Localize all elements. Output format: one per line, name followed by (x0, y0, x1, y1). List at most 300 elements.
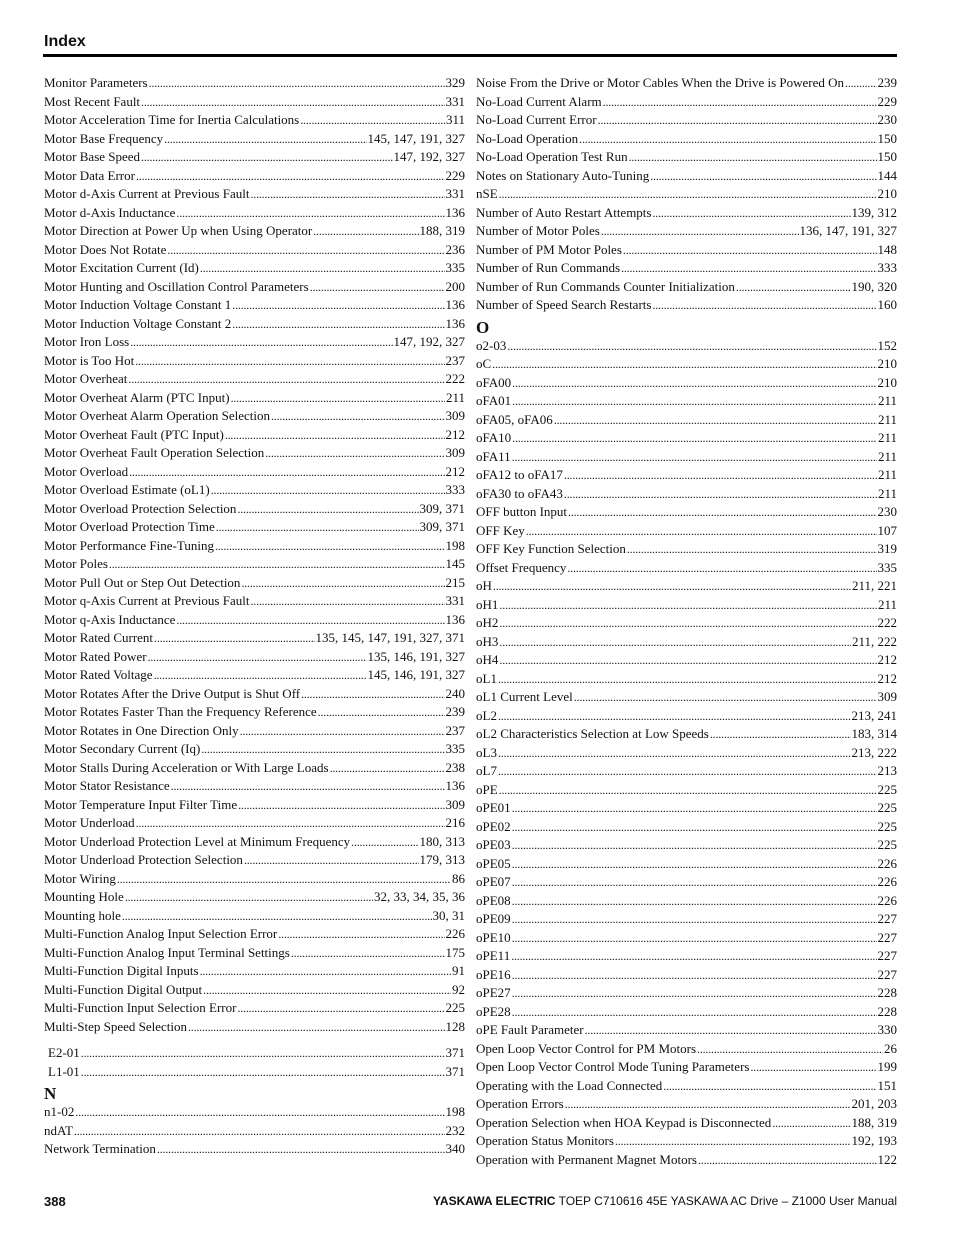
dot-leader (81, 1063, 445, 1082)
index-term: oPE11 (476, 948, 511, 963)
index-entry (44, 259, 465, 278)
index-term: Multi-Function Input Selection Error (44, 1000, 237, 1015)
index-entry (44, 814, 465, 833)
dot-leader (200, 962, 451, 981)
index-entry (476, 966, 897, 985)
dot-leader (493, 577, 851, 596)
dot-leader (135, 352, 444, 371)
index-entry (44, 1103, 465, 1122)
index-entry (44, 296, 465, 315)
index-column-left (44, 74, 465, 1159)
index-term: Operation Errors (476, 1096, 564, 1111)
index-term: Multi-Function Digital Output (44, 981, 203, 997)
index-pages: 151 (877, 1077, 897, 1093)
dot-leader (598, 111, 877, 130)
index-term: Motor q-Axis Inductance (44, 611, 176, 627)
dot-leader (710, 725, 851, 744)
dot-leader (117, 870, 451, 889)
index-pages: 225 (877, 837, 897, 852)
index-pages: 212 (877, 652, 897, 667)
index-term: Motor Does Not Rotate (44, 241, 167, 257)
index-pages: 190, 320 (851, 278, 897, 294)
index-pages: 160 (877, 297, 897, 312)
index-pages: 150 (877, 130, 897, 146)
dot-leader (512, 855, 877, 874)
dot-leader (216, 518, 419, 537)
index-entry (476, 111, 897, 130)
dot-leader (271, 407, 445, 426)
dot-leader (512, 1003, 877, 1022)
index-term: oPE16 (476, 966, 511, 982)
index-entry (476, 873, 897, 892)
index-entry (476, 93, 897, 112)
index-pages: 228 (877, 985, 897, 1000)
index-pages: 239 (445, 704, 465, 719)
index-term: Motor Overheat Fault Operation Selection (44, 445, 265, 460)
index-pages: 222 (445, 371, 465, 386)
index-term: Motor Temperature Input Filter Time (44, 796, 238, 812)
index-entry (476, 1114, 897, 1133)
index-entry (44, 574, 465, 593)
section-letter: N (44, 1084, 57, 1103)
index-term: Number of Motor Poles (476, 223, 600, 238)
index-entry (44, 370, 465, 389)
dot-leader (512, 374, 876, 393)
dot-leader (511, 947, 876, 966)
index-term: Motor Underload Protection Level at Minimum Frequency (44, 833, 351, 849)
index-term: oH1 (476, 596, 499, 612)
index-entry (476, 241, 897, 260)
index-pages: 213, 241 (851, 707, 897, 723)
dot-leader (736, 278, 851, 297)
index-term: oC (476, 356, 492, 371)
index-pages: 144 (877, 167, 897, 183)
dot-leader (237, 999, 444, 1018)
index-entry (476, 185, 897, 204)
index-pages: 86 (452, 870, 465, 886)
dot-leader (232, 296, 444, 315)
dot-leader (291, 944, 445, 963)
index-entry (476, 929, 897, 948)
index-pages: 147, 192, 327 (393, 149, 465, 164)
dot-leader (240, 722, 445, 741)
index-entry (44, 444, 465, 463)
index-pages: 139, 312 (851, 204, 897, 220)
index-pages: 371 (445, 1063, 465, 1079)
index-entry (44, 426, 465, 445)
index-entry (476, 503, 897, 522)
index-pages: 211, 222 (851, 633, 897, 649)
index-term: Motor Overload Protection Time (44, 519, 215, 534)
index-entry (476, 1040, 897, 1059)
index-pages: 212 (445, 463, 465, 479)
dot-leader (615, 1132, 851, 1151)
index-pages: 145, 147, 191, 327 (367, 130, 465, 146)
dot-leader (237, 500, 418, 519)
index-entry (44, 833, 465, 852)
dot-leader (512, 892, 877, 911)
index-term: Motor Stator Resistance (44, 778, 170, 793)
index-entry (476, 337, 897, 356)
index-pages: 128 (445, 1018, 465, 1034)
index-pages: 215 (445, 574, 465, 590)
index-term: Operating with the Load Connected (476, 1077, 663, 1093)
index-pages: 213 (877, 763, 897, 778)
index-entry (476, 429, 897, 448)
index-term: L1-01 (48, 1063, 80, 1079)
dot-leader (512, 966, 877, 985)
index-pages: 26 (884, 1040, 897, 1056)
index-term: Offset Frequency (476, 559, 567, 575)
index-term: oPE09 (476, 911, 511, 926)
dot-leader (211, 481, 445, 500)
dot-leader (663, 1077, 876, 1096)
index-entry (44, 611, 465, 630)
index-pages: 226 (877, 874, 897, 889)
index-entry (476, 1151, 897, 1170)
index-term: Motor Hunting and Oscillation Control Parameters (44, 278, 309, 294)
index-term: oPE Fault Parameter (476, 1022, 584, 1037)
index-entry (44, 130, 465, 149)
index-pages: 239 (877, 75, 897, 90)
index-pages: 213, 222 (851, 744, 897, 760)
dot-leader (238, 796, 444, 815)
dot-leader (203, 981, 451, 1000)
dot-leader (498, 670, 877, 689)
index-term: Motor Poles (44, 556, 108, 571)
index-term: Motor q-Axis Current at Previous Fault (44, 593, 250, 608)
index-term: Number of Run Commands (476, 260, 621, 275)
index-pages: 222 (877, 615, 897, 630)
index-term: Open Loop Vector Control Mode Tuning Parameters (476, 1059, 750, 1074)
index-entry (44, 315, 465, 334)
dot-leader (74, 1122, 445, 1141)
index-term: oH2 (476, 615, 499, 630)
index-term: oL2 Characteristics Selection at Low Speeds (476, 726, 709, 741)
dot-leader (845, 74, 876, 93)
dot-leader (652, 204, 850, 223)
index-entry (476, 1077, 897, 1096)
index-entry (44, 167, 465, 186)
dot-leader (318, 703, 445, 722)
index-term: oL1 Current Level (476, 689, 573, 704)
index-pages: 225 (445, 1000, 465, 1015)
index-term: Motor Rotates After the Drive Output is Shut Off (44, 685, 301, 701)
index-entry (44, 722, 465, 741)
index-term: Motor Wiring (44, 870, 116, 886)
index-term: Motor Overheat Alarm Operation Selection (44, 408, 270, 423)
index-pages: 136 (445, 611, 465, 627)
index-entry (44, 185, 465, 204)
index-pages: 211 (877, 467, 897, 482)
index-term: Motor Induction Voltage Constant 1 (44, 297, 232, 312)
index-term: ndAT (44, 1122, 73, 1138)
index-pages: 136 (445, 315, 465, 331)
index-term: oFA12 to oFA17 (476, 467, 563, 482)
index-entry (476, 392, 897, 411)
index-pages: 238 (445, 759, 465, 775)
index-term: Multi-Function Digital Inputs (44, 963, 199, 978)
index-term: Motor Excitation Current (Id) (44, 260, 199, 275)
dot-leader (75, 1103, 444, 1122)
index-term: Motor Direction at Power Up when Using Operator (44, 223, 313, 238)
dot-leader (603, 93, 877, 112)
index-term: Number of Speed Search Restarts (476, 297, 652, 312)
index-term: Motor Acceleration Time for Inertia Calculations (44, 112, 300, 127)
dot-leader (231, 389, 445, 408)
dot-leader (201, 740, 444, 759)
index-pages: 309, 371 (419, 500, 465, 516)
index-subentry (44, 1063, 465, 1082)
index-pages: 309 (445, 408, 465, 423)
index-entry (44, 592, 465, 611)
index-entry (476, 910, 897, 929)
index-entry (476, 1058, 897, 1077)
dot-leader (579, 130, 876, 149)
index-pages: 340 (445, 1141, 465, 1156)
index-entry (476, 892, 897, 911)
index-pages: 229 (445, 167, 465, 183)
index-term: oPE02 (476, 818, 511, 834)
index-term: Motor Performance Fine-Tuning (44, 537, 214, 553)
index-entry (476, 688, 897, 707)
index-term: oL1 (476, 670, 497, 686)
dot-leader (244, 851, 419, 870)
index-pages: 227 (877, 929, 897, 945)
index-pages: 179, 313 (419, 852, 465, 867)
index-entry (476, 744, 897, 763)
index-entry (476, 222, 897, 241)
dot-leader (498, 744, 851, 763)
index-term: oPE27 (476, 985, 511, 1000)
index-pages: 216 (445, 815, 465, 830)
section-letter: O (476, 317, 490, 337)
index-pages: 30, 31 (432, 907, 465, 923)
dot-leader (512, 836, 877, 855)
index-pages: 229 (877, 93, 897, 109)
dot-leader (652, 296, 876, 315)
index-term: Number of Run Commands Counter Initialization (476, 278, 735, 294)
index-entry (476, 374, 897, 393)
index-term: oPE01 (476, 800, 511, 815)
index-pages: 188, 319 (851, 1114, 897, 1130)
index-pages: 211 (877, 485, 897, 501)
index-entry (476, 296, 897, 315)
index-entry (44, 222, 465, 241)
index-entry (476, 204, 897, 223)
dot-leader (310, 278, 445, 297)
index-pages: 210 (877, 186, 897, 201)
dot-leader (498, 707, 851, 726)
index-term: No-Load Current Error (476, 112, 597, 127)
index-pages: 212 (877, 670, 897, 686)
dot-leader (697, 1040, 883, 1059)
index-term: o2-03 (476, 337, 507, 353)
index-pages: 331 (445, 93, 465, 109)
dot-leader (215, 537, 445, 556)
index-entry (44, 555, 465, 574)
dot-leader (499, 185, 877, 204)
index-term: Multi-Function Analog Input Terminal Settings (44, 944, 290, 960)
dot-leader (621, 259, 876, 278)
index-term: Motor Induction Voltage Constant 2 (44, 315, 232, 331)
index-entry (476, 614, 897, 633)
dot-leader (130, 333, 392, 352)
index-entry (476, 522, 897, 541)
index-pages: 150 (877, 149, 897, 164)
index-entry (476, 725, 897, 744)
index-term: Motor Overload Estimate (oL1) (44, 482, 210, 497)
index-entry (44, 407, 465, 426)
index-pages: 145 (445, 556, 465, 571)
index-term: Motor Overheat (44, 371, 128, 386)
dot-leader (241, 574, 444, 593)
index-pages: 211 (877, 448, 897, 464)
index-pages: 210 (877, 374, 897, 390)
index-pages: 122 (877, 1151, 897, 1167)
index-term: Motor Overload Protection Selection (44, 500, 237, 516)
index-entry (44, 93, 465, 112)
index-term: OFF Key Function Selection (476, 541, 626, 556)
index-pages: 237 (445, 352, 465, 368)
dot-leader (650, 167, 876, 186)
index-term: Operation with Permanent Magnet Motors (476, 1151, 697, 1167)
index-entry (476, 466, 897, 485)
index-term: oPE28 (476, 1003, 511, 1019)
dot-leader (81, 1044, 445, 1063)
index-entry (476, 1095, 897, 1114)
index-term: oFA00 (476, 374, 512, 390)
index-entry (476, 540, 897, 559)
index-pages: 199 (877, 1059, 897, 1074)
header-rule (43, 54, 897, 57)
index-pages: 175 (445, 944, 465, 960)
index-pages: 92 (452, 981, 465, 997)
index-term: OFF Key (476, 522, 525, 538)
dot-leader (136, 814, 445, 833)
index-pages: 211 (877, 596, 897, 612)
index-entry (44, 759, 465, 778)
index-entry (476, 633, 897, 652)
dot-leader (300, 111, 445, 130)
index-term: Number of PM Motor Poles (476, 241, 622, 257)
dot-leader (629, 148, 877, 167)
dot-leader (129, 463, 444, 482)
index-term: oPE (476, 781, 498, 797)
dot-leader (698, 1151, 877, 1170)
index-entry (44, 962, 465, 981)
index-pages: 331 (445, 186, 465, 201)
dot-leader (301, 685, 444, 704)
index-entry (44, 925, 465, 944)
index-entry (44, 74, 465, 93)
index-term: Motor Rated Current (44, 630, 154, 645)
index-term: oFA05, oFA06 (476, 411, 553, 427)
index-pages: 212 (445, 426, 465, 442)
index-pages: 136 (445, 778, 465, 793)
dot-leader (167, 241, 444, 260)
index-entry (476, 947, 897, 966)
index-pages: 145, 146, 191, 327 (367, 667, 465, 682)
index-term: oH4 (476, 652, 499, 667)
index-term: Notes on Stationary Auto-Tuning (476, 167, 650, 183)
index-subentry (44, 1044, 465, 1063)
index-entry (476, 448, 897, 467)
footer-brand: YASKAWA ELECTRIC (433, 1194, 556, 1208)
index-pages: 225 (877, 781, 897, 797)
index-term: Motor d-Axis Current at Previous Fault (44, 186, 250, 201)
index-pages: 32, 33, 34, 35, 36 (374, 889, 465, 904)
dot-leader (512, 910, 877, 929)
index-term: Motor d-Axis Inductance (44, 204, 176, 220)
index-pages: 311 (445, 112, 465, 127)
index-pages: 309, 371 (419, 519, 465, 534)
index-term: Mounting Hole (44, 889, 124, 904)
index-term: oH3 (476, 633, 499, 649)
index-term: OFF button Input (476, 504, 568, 519)
index-term: oFA01 (476, 393, 512, 408)
dot-leader (512, 448, 877, 467)
index-term: Number of Auto Restart Attempts (476, 204, 652, 220)
index-term: Motor Overheat Fault (PTC Input) (44, 426, 224, 442)
dot-leader (512, 818, 877, 837)
index-term: Motor Rotates Faster Than the Frequency Reference (44, 704, 317, 719)
index-entry (44, 666, 465, 685)
index-entry (44, 981, 465, 1000)
index-entry (44, 352, 465, 371)
index-entry (44, 463, 465, 482)
dot-leader (176, 611, 444, 630)
index-pages: 136 (445, 204, 465, 220)
dot-leader (568, 503, 876, 522)
index-entry (476, 1132, 897, 1151)
footer-doc-title: TOEP C710616 45E YASKAWA AC Drive – Z1000 User Manual (558, 1194, 897, 1208)
index-entry (44, 1122, 465, 1141)
index-pages: 198 (445, 1104, 465, 1119)
index-pages: 192, 193 (851, 1133, 897, 1148)
index-pages: 226 (445, 926, 465, 941)
index-pages: 91 (452, 963, 465, 978)
index-pages: 211 (877, 430, 897, 445)
dot-leader (164, 130, 366, 149)
index-entry (476, 670, 897, 689)
index-pages: 183, 314 (851, 726, 897, 741)
dot-leader (351, 833, 418, 852)
index-entry (476, 984, 897, 1003)
index-term: oFA30 to oFA43 (476, 485, 563, 501)
index-entry (476, 707, 897, 726)
index-pages: 240 (445, 685, 465, 701)
index-entry (476, 818, 897, 837)
dot-leader (498, 762, 877, 781)
index-entry (44, 629, 465, 648)
index-entry (476, 148, 897, 167)
index-pages: 211 (877, 393, 897, 408)
index-pages: 232 (445, 1122, 465, 1138)
spacer (44, 1036, 465, 1044)
index-term: Noise From the Drive or Motor Cables When the Drive is Powered On (476, 75, 845, 90)
index-pages: 335 (877, 559, 897, 575)
dot-leader (499, 781, 877, 800)
index-term: Mounting hole (44, 907, 121, 923)
dot-leader (109, 555, 445, 574)
index-term: oL7 (476, 763, 497, 778)
index-entry (44, 851, 465, 870)
index-entry (44, 333, 465, 352)
dot-leader (499, 596, 877, 615)
index-term: Motor Base Frequency (44, 130, 164, 146)
dot-leader (627, 540, 877, 559)
